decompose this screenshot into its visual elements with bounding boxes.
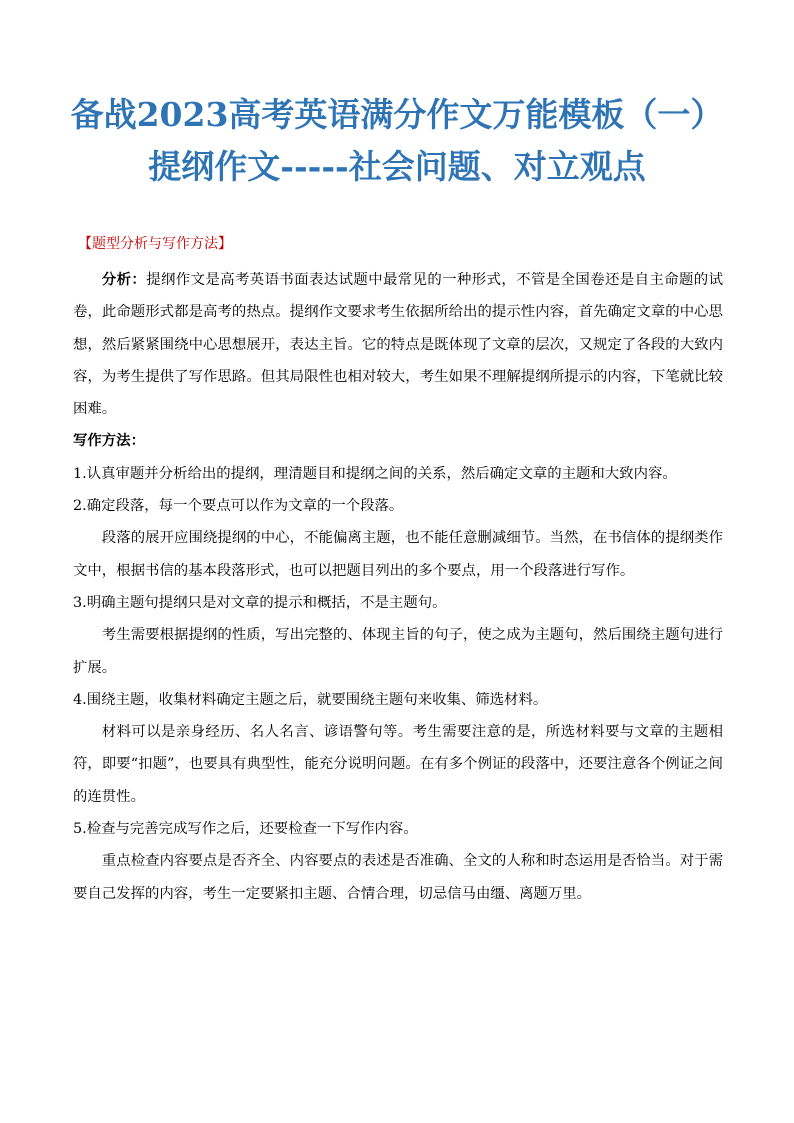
analysis-label: 分析： <box>101 271 147 288</box>
document-title-line-2: 提纲作文-----社会问题、对立观点 <box>148 147 646 186</box>
method-step-3: 3.明确主题句提纲只是对文章的提示和概括，不是主题句。 <box>73 594 447 611</box>
method-step-5: 5.检查与完善完成写作之后，还要检查一下写作内容。 <box>73 821 418 838</box>
method-detail-5: 重点检查内容要点是否齐全、内容要点的表述是否准确、全文的人称和时态运用是否恰当。对于需要自己发挥的内容，考生一定要紧扣主题、合情合理，切忌信马由缰、离题万里。 <box>73 853 723 902</box>
method-step-2: 2.确定段落，每一个要点可以作为文章的一个段落。 <box>73 498 404 515</box>
section-heading: 【题型分析与写作方法】 <box>78 236 232 252</box>
analysis-paragraph <box>73 264 723 425</box>
method-step-4: 4.围绕主题，收集材料确定主题之后，就要围绕主题句来收集、筛选材料。 <box>73 691 548 708</box>
methods-heading: 写作方法： <box>73 432 145 450</box>
method-detail-4: 材料可以是亲身经历、名人名言、谚语警句等。考生需要注意的是，所选材料要与文章的主题相符，即要“扣题”，也要具有典型性，能充分说明问题。在有多个例证的段落中，还要注意各个例证之间的连贯性。 <box>73 724 723 805</box>
document-body <box>73 264 723 910</box>
analysis-text: 提纲作文是高考英语书面表达试题中最常见的一种形式，不管是全国卷还是自主命题的试卷，此命题形式都是高考的热点。提纲作文要求考生依据所给出的提示性内容，首先确定文章的中心思想，然后紧紧围绕中心思想展开，表达主旨。它的特点是既体现了文章的层次，又规定了各段的大致内容，为考生提供了写作思路。但其局限性也相对较大，考生如果不理解提纲所提示的内容，下笔就比较困难。 <box>73 272 723 418</box>
method-detail-3: 考生需要根据提纲的性质，写出完整的、体现主旨的句子，使之成为主题句，然后围绕主题句进行扩展。 <box>73 627 723 676</box>
method-step-1: 1.认真审题并分析给出的提纲，理清题目和提纲之间的关系，然后确定文章的主题和大致内容。 <box>73 465 677 482</box>
method-detail-2: 段落的展开应围绕提纲的中心，不能偏离主题，也不能任意删减细节。当然，在书信体的提纲类作文中，根据书信的基本段落形式，也可以把题目列出的多个要点，用一个段落进行写作。 <box>73 530 723 579</box>
document-title-line-1: 备战2023高考英语满分作文万能模板（一） <box>70 95 724 134</box>
